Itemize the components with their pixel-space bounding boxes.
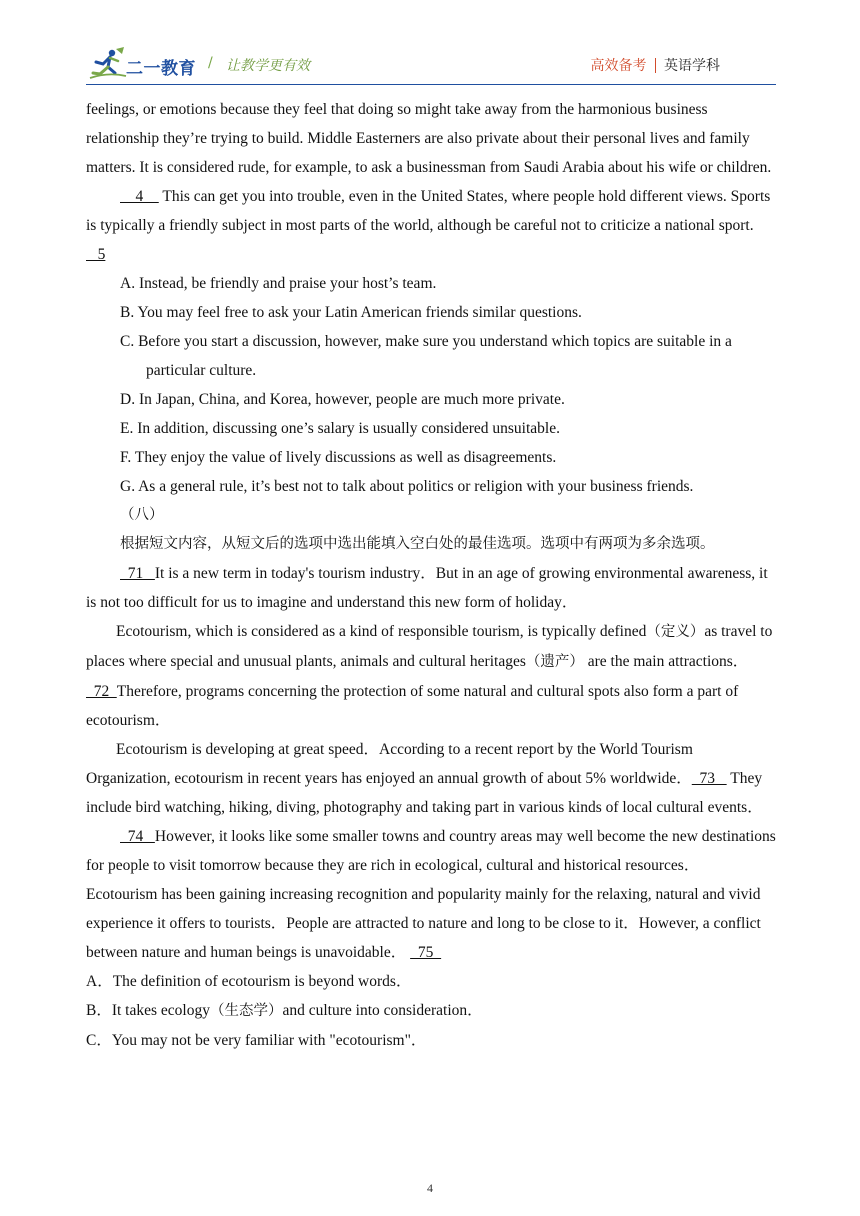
section8-paragraph-2-part-b: as travel to places where special and unusual plants, animals and cultural heritages bbox=[86, 623, 773, 670]
header-divider bbox=[655, 58, 657, 73]
brand-tagline: 让教学更有效 bbox=[226, 58, 310, 74]
passage1-paragraph-2 bbox=[86, 182, 776, 269]
blank-72: 72 bbox=[86, 683, 117, 700]
header-subject: 英语学科 bbox=[664, 58, 720, 74]
annotation-heritage: （遗产） bbox=[525, 654, 584, 670]
section8-option-b bbox=[86, 996, 776, 1026]
header-right bbox=[591, 55, 721, 75]
section8-paragraph-5-text: Ecotourism has been gaining increasing recognition and popularity mainly for the relaxing, natural and vivid experience it offers to tourists．People are attracted to nature and long to be close to it．However, a conflict between nature and human beings is unavoidable． bbox=[86, 886, 761, 961]
blank-5: 5 bbox=[86, 246, 106, 263]
section8-paragraph-3 bbox=[86, 735, 776, 822]
document-body bbox=[86, 95, 776, 1055]
option-g: G. As a general rule, it’s best not to talk about politics or religion with your business friends. bbox=[120, 478, 694, 495]
header-label: 高效备考 bbox=[590, 58, 647, 74]
section8-paragraph-2-part-c: are the main attractions． bbox=[583, 653, 749, 670]
blank-4: 4 bbox=[120, 188, 159, 205]
section8-paragraph-5 bbox=[86, 880, 776, 967]
option-e: E. In addition, discussing one’s salary is usually considered unsuitable. bbox=[120, 420, 560, 437]
section8-paragraph-3-part-a: Ecotourism is developing at great speed．According to a recent report by the World Tourism Organization, ecotourism in recent years has enjoyed an annual growth of about 5% worldwide． bbox=[86, 741, 693, 787]
passage1-paragraph-1: feelings, or emotions because they feel that doing so might take away from the harmonious business relationship they’re trying to build. Middle Easterners are also private about their personal lives and family matters. It is considered rude, for example, to ask a businessman from Saudi Arabia about his wife or children. bbox=[86, 101, 772, 176]
section-heading: （八） bbox=[120, 507, 164, 523]
annotation-ecology: （生态学） bbox=[209, 1003, 283, 1019]
option-c: C. Before you start a discussion, however, make sure you understand which topics are suitable in a particular culture. bbox=[120, 333, 732, 379]
page-number: 4 bbox=[427, 1181, 433, 1195]
section8-paragraph-2 bbox=[86, 617, 776, 735]
section8-paragraph-4-text: However, it looks like some smaller towns and country areas may well become the new destinations for people to visit tomorrow because they are rich in ecological, cultural and historical resources． bbox=[86, 828, 776, 874]
option-b: B. You may feel free to ask your Latin American friends similar questions. bbox=[120, 304, 582, 321]
option-a: A. Instead, be friendly and praise your host’s team. bbox=[120, 275, 437, 292]
blank-75: 75 bbox=[410, 944, 442, 961]
blank-74: 74 bbox=[120, 828, 155, 845]
section8-paragraph-1-text: It is a new term in today's tourism industry．But in an age of growing environmental awareness, it is not too difficult for us to imagine and understand this new form of holiday． bbox=[86, 565, 768, 611]
section8-option-c: C．You may not be very familiar with "ecotourism"． bbox=[86, 1032, 427, 1049]
annotation-definition: （定义） bbox=[646, 624, 705, 640]
section8-paragraph-2-part-d: Therefore, programs concerning the protection of some natural and cultural spots also form a part of ecotourism． bbox=[86, 683, 739, 729]
page-header bbox=[86, 44, 776, 85]
blank-71: 71 bbox=[120, 565, 155, 582]
section8-option-b-part-b: and culture into consideration． bbox=[282, 1002, 483, 1019]
section8-paragraph-1 bbox=[86, 559, 776, 617]
runner-logo-icon bbox=[88, 46, 128, 80]
section8-option-a: A．The definition of ecotourism is beyond words． bbox=[86, 973, 412, 990]
option-d: D. In Japan, China, and Korea, however, people are much more private. bbox=[120, 391, 565, 408]
section8-option-b-part-a: B．It takes ecology bbox=[86, 1002, 210, 1019]
header-slash: / bbox=[208, 55, 213, 71]
section8-paragraph-2-part-a: Ecotourism, which is considered as a kind of responsible tourism, is typically defined bbox=[116, 623, 647, 640]
section8-paragraph-4 bbox=[86, 822, 776, 880]
section8-paragraph-3-part-b: They include bird watching, hiking, diving, photography and taking part in various kinds of local cultural events． bbox=[86, 770, 763, 816]
blank-73: 73 bbox=[691, 770, 727, 787]
option-f: F. They enjoy the value of lively discussions as well as disagreements. bbox=[120, 449, 557, 466]
section-instruction: 根据短文内容，从短文后的选项中选出能填入空白处的最佳选项。选项中有两项为多余选项。 bbox=[120, 536, 715, 552]
passage1-paragraph-2-text: This can get you into trouble, even in the United States, where people hold different views. Sports is typically a friendly subject in most parts of the world, although be careful not to criticize a national sport. bbox=[86, 188, 771, 234]
brand-name: 二一教育 bbox=[126, 59, 196, 79]
